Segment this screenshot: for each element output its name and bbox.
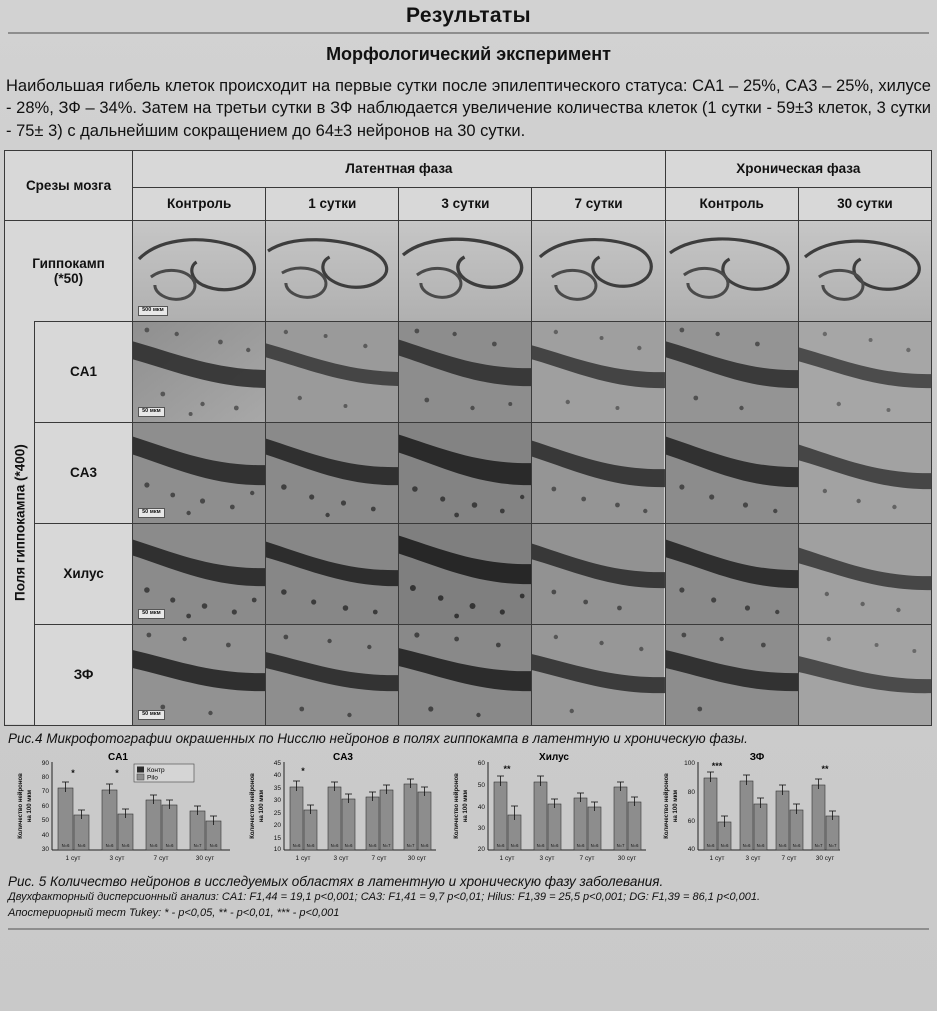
micrograph-hippocampus-day7 (532, 221, 664, 321)
svg-text:N=6: N=6 (330, 842, 339, 848)
svg-text:30: 30 (273, 796, 281, 804)
row-label-hippocampus (5, 220, 133, 321)
svg-text:на 100 мкм: на 100 мкм (259, 789, 265, 822)
table-row (399, 624, 532, 725)
micrograph-hilus-day3 (399, 524, 531, 624)
micrograph-hippocampus-day1 (266, 221, 398, 321)
svg-text:N=6: N=6 (165, 842, 174, 848)
stats-line-2: Апостериорный тест Tukey: * - p<0,05, ** - p<0,01, *** - p<0,001 (8, 906, 340, 919)
svg-text:Количество нейронов: Количество нейронов (18, 773, 24, 839)
micrograph-dg-day3 (399, 625, 531, 725)
lead-paragraph: Наибольшая гибель клеток происходит на первые сутки после эпилептического статуса: CA1 – 25%, CA3 – 25%, хилусе - 28%, ЗФ – 34%. Затем на третьи сутки в ЗФ наблюдается увеличение количества клеток (1 сутки - 59±3 клеток, 3 сутки - 75± 3) с дальнейшим сокращением до 64±3 нейронов на 30 сутки. (6, 77, 931, 140)
micrograph-dg-day1 (266, 625, 398, 725)
micrograph-ca3-day1 (266, 423, 398, 523)
svg-text:50: 50 (41, 816, 49, 824)
table-row (798, 422, 931, 523)
svg-text:N=6: N=6 (105, 842, 114, 848)
svg-text:Количество нейронов: Количество нейронов (250, 773, 256, 839)
svg-text:90: 90 (41, 759, 49, 767)
micrograph-ca3-control (133, 423, 265, 523)
svg-text:N=6: N=6 (149, 842, 158, 848)
svg-text:N=7: N=7 (828, 842, 837, 848)
svg-text:30 сут: 30 сут (815, 854, 835, 862)
svg-text:N=6: N=6 (590, 842, 599, 848)
svg-text:35: 35 (273, 784, 281, 792)
svg-text:N=6: N=6 (792, 842, 801, 848)
micrograph-hilus-control (133, 524, 265, 624)
svg-text:30: 30 (41, 845, 49, 853)
svg-text:на 100 мкм: на 100 мкм (673, 789, 679, 822)
chart-dg-title: ЗФ (749, 751, 765, 763)
table-row (266, 321, 399, 422)
svg-text:80: 80 (687, 788, 695, 796)
scale-bar-label: 500 мкм (138, 306, 168, 316)
title-divider (8, 32, 929, 34)
scale-bar-label: 50 мкм (138, 609, 165, 619)
svg-text:7 сут: 7 сут (781, 854, 797, 862)
svg-text:30 сут: 30 сут (617, 854, 637, 862)
svg-text:Контр: Контр (147, 766, 165, 774)
table-row (266, 220, 399, 321)
svg-text:10: 10 (273, 845, 281, 853)
svg-text:7 сут: 7 сут (371, 854, 387, 862)
table-row (399, 321, 532, 422)
table-row (532, 220, 665, 321)
svg-text:80: 80 (41, 773, 49, 781)
table-row (266, 422, 399, 523)
svg-text:40: 40 (477, 803, 485, 811)
svg-text:60: 60 (687, 817, 695, 825)
section-title: Морфологический эксперимент (326, 44, 611, 64)
svg-text:N=7: N=7 (406, 842, 415, 848)
svg-text:1 сут: 1 сут (295, 854, 311, 862)
side-label-hippocampal-fields: Поля гиппокампа (*400) (5, 321, 35, 725)
svg-text:40: 40 (273, 771, 281, 779)
header-phase-chronic: Хроническая фаза (665, 150, 931, 187)
svg-text:Pilo: Pilo (147, 774, 158, 782)
micrograph-dg-control-chronic (666, 625, 798, 725)
table-row (133, 624, 266, 725)
chart-ca3-title: CA3 (332, 751, 354, 763)
micrograph-dg-day30 (799, 625, 931, 725)
svg-text:N=6: N=6 (61, 842, 70, 848)
svg-text:3 сут: 3 сут (109, 854, 125, 862)
header-col-control-latent: Контроль (133, 187, 266, 220)
morphology-table (4, 150, 932, 726)
chart-dg-annotation-1: *** (711, 760, 723, 771)
micrograph-ca1-day1 (266, 322, 398, 422)
svg-text:N=6: N=6 (420, 842, 429, 848)
svg-text:3 сут: 3 сут (745, 854, 761, 862)
table-row (798, 321, 931, 422)
svg-text:N=6: N=6 (778, 842, 787, 848)
table-row (399, 422, 532, 523)
svg-text:40: 40 (41, 831, 49, 839)
table-row (798, 624, 931, 725)
svg-text:30 сут: 30 сут (195, 854, 215, 862)
svg-text:N=6: N=6 (292, 842, 301, 848)
micrograph-hilus-day30 (799, 524, 931, 624)
chart-hilus-title: Хилус (539, 751, 569, 763)
row-label-hilus: Хилус (35, 523, 133, 624)
micrograph-ca3-day3 (399, 423, 531, 523)
svg-text:N=6: N=6 (576, 842, 585, 848)
table-row (133, 220, 266, 321)
micrograph-hippocampus-day3 (399, 221, 531, 321)
svg-text:N=6: N=6 (510, 842, 519, 848)
svg-text:60: 60 (41, 802, 49, 810)
svg-text:N=6: N=6 (77, 842, 86, 848)
svg-text:15: 15 (273, 834, 281, 842)
svg-text:1 сут: 1 сут (709, 854, 725, 862)
table-row (266, 624, 399, 725)
chart-ca1-annotation-1: * (71, 767, 75, 778)
svg-text:N=6: N=6 (368, 842, 377, 848)
micrograph-hippocampus-control-chronic (666, 221, 798, 321)
svg-text:25: 25 (273, 809, 281, 817)
svg-text:1 сут: 1 сут (499, 854, 515, 862)
svg-text:30 сут: 30 сут (407, 854, 427, 862)
charts-row (6, 750, 933, 868)
micrograph-ca1-control-chronic (666, 322, 798, 422)
svg-text:N=6: N=6 (536, 842, 545, 848)
svg-text:Количество нейронов: Количество нейронов (454, 773, 460, 839)
row-label-dg: ЗФ (35, 624, 133, 725)
stats-line-1: Двухфакторный дисперсионный анализ: CA1: F1,44 = 19,1 p<0,001; CA3: F1,41 = 9,7 p<0,01; Hilus: F1,39 = 25,5 p<0,001; DG: F1,39 = 86,1 p<0,001. (8, 890, 761, 903)
micrograph-ca1-day7 (532, 322, 664, 422)
svg-text:N=7: N=7 (616, 842, 625, 848)
svg-text:3 сут: 3 сут (333, 854, 349, 862)
svg-text:60: 60 (477, 759, 485, 767)
table-row (133, 321, 266, 422)
svg-text:N=6: N=6 (550, 842, 559, 848)
table-row (532, 523, 665, 624)
svg-text:20: 20 (273, 821, 281, 829)
row-label-ca1: CA1 (35, 321, 133, 422)
chart-dg (652, 750, 842, 868)
svg-text:N=7: N=7 (814, 842, 823, 848)
svg-text:40: 40 (687, 845, 695, 853)
scale-bar-label: 50 мкм (138, 407, 165, 417)
micrograph-dg-control (133, 625, 265, 725)
table-row (665, 624, 798, 725)
header-col-day3: 3 сутки (399, 187, 532, 220)
svg-text:30: 30 (477, 824, 485, 832)
page-title: Результаты (405, 4, 532, 27)
svg-text:3 сут: 3 сут (539, 854, 555, 862)
header-col-day1: 1 сутки (266, 187, 399, 220)
svg-text:100: 100 (684, 759, 695, 767)
micrograph-ca1-control (133, 322, 265, 422)
svg-text:7 сут: 7 сут (153, 854, 169, 862)
micrograph-ca3-day30 (799, 423, 931, 523)
svg-text:70: 70 (41, 787, 49, 795)
scale-bar-label: 50 мкм (138, 508, 165, 518)
table-row (532, 624, 665, 725)
svg-text:N=6: N=6 (306, 842, 315, 848)
svg-text:на 100 мкм: на 100 мкм (463, 789, 469, 822)
micrograph-ca3-control-chronic (666, 423, 798, 523)
chart-hilus (442, 750, 648, 868)
micrograph-ca3-day7 (532, 423, 664, 523)
table-row (665, 220, 798, 321)
svg-text:45: 45 (273, 759, 281, 767)
svg-text:20: 20 (477, 845, 485, 853)
svg-text:N=6: N=6 (496, 842, 505, 848)
table-row (399, 220, 532, 321)
header-col-day30: 30 сутки (798, 187, 931, 220)
chart-ca3-annotation-1: * (301, 765, 305, 776)
svg-text:N=6: N=6 (706, 842, 715, 848)
svg-text:на 100 мкм: на 100 мкм (27, 789, 33, 822)
chart-ca3 (238, 750, 438, 868)
svg-text:N=6: N=6 (121, 842, 130, 848)
svg-text:Количество нейронов: Количество нейронов (664, 773, 670, 839)
svg-text:N=6: N=6 (742, 842, 751, 848)
micrograph-hilus-day1 (266, 524, 398, 624)
svg-text:N=7: N=7 (382, 842, 391, 848)
scale-bar-label: 50 мкм (138, 710, 165, 720)
micrograph-hippocampus-control (133, 221, 265, 321)
header-phase-latent: Латентная фаза (133, 150, 666, 187)
svg-text:N=6: N=6 (630, 842, 639, 848)
micrograph-ca1-day30 (799, 322, 931, 422)
micrograph-hilus-day7 (532, 524, 664, 624)
chart-dg-annotation-2: ** (821, 763, 829, 774)
figure-5-caption: Рис. 5 Количество нейронов в исследуемых областях в латентную и хроническую фазу заболевания. (8, 873, 664, 889)
micrograph-dg-day7 (532, 625, 664, 725)
table-row (798, 220, 931, 321)
svg-text:50: 50 (477, 781, 485, 789)
svg-text:1 сут: 1 сут (65, 854, 81, 862)
table-row (665, 321, 798, 422)
table-row (798, 523, 931, 624)
svg-text:N=6: N=6 (344, 842, 353, 848)
table-row (532, 321, 665, 422)
chart-ca1 (6, 750, 234, 868)
svg-text:N=6: N=6 (209, 842, 218, 848)
micrograph-hilus-control-chronic (666, 524, 798, 624)
micrograph-hippocampus-day30 (799, 221, 931, 321)
svg-text:N=7: N=7 (193, 842, 202, 848)
chart-ca1-title: CA1 (107, 751, 129, 763)
svg-text:7 сут: 7 сут (579, 854, 595, 862)
row-label-hippocampus-text: Гиппокамп (32, 255, 105, 271)
table-row (266, 523, 399, 624)
header-col-day7: 7 сутки (532, 187, 665, 220)
row-label-ca3: CA3 (35, 422, 133, 523)
row-label-hippocampus-sub: (*50) (53, 270, 84, 286)
chart-ca1-annotation-2: * (115, 767, 119, 778)
micrograph-ca1-day3 (399, 322, 531, 422)
table-row (532, 422, 665, 523)
header-col-control-chronic: Контроль (665, 187, 798, 220)
table-row (665, 523, 798, 624)
svg-text:N=6: N=6 (720, 842, 729, 848)
figure-4-caption: Рис.4 Микрофотографии окрашенных по Нисслю нейронов в полях гиппокампа в латентную и хроническую фазы. (8, 730, 748, 746)
svg-text:N=6: N=6 (756, 842, 765, 848)
bottom-divider (8, 928, 929, 930)
table-row (133, 523, 266, 624)
table-corner-label: Срезы мозга (5, 150, 133, 220)
table-row (665, 422, 798, 523)
table-row (133, 422, 266, 523)
chart-hilus-annotation-1: ** (503, 763, 511, 774)
table-row (399, 523, 532, 624)
